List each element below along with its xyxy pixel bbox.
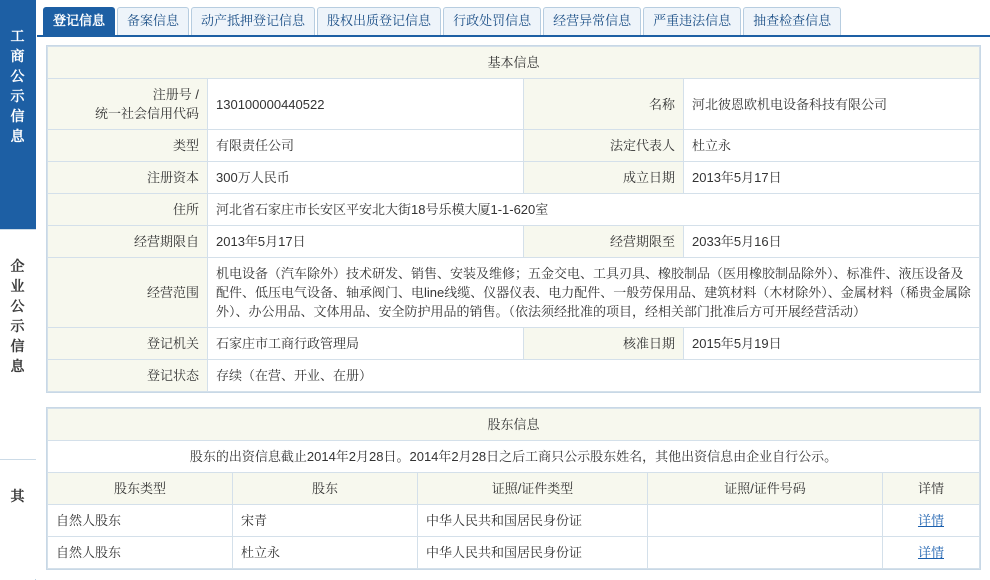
table-row bbox=[48, 441, 980, 473]
detail-link-1[interactable]: 详情 bbox=[917, 545, 944, 560]
detail-link-0[interactable]: 详情 bbox=[917, 513, 944, 528]
basic-info-panel bbox=[46, 45, 981, 393]
table-row bbox=[48, 360, 980, 392]
basic-label2-0: 名称 bbox=[524, 79, 684, 130]
basic-label-7: 登记状态 bbox=[48, 360, 208, 392]
basic-value-1: 有限责任公司 bbox=[208, 130, 524, 162]
section-title-basic: 基本信息 bbox=[48, 47, 980, 79]
tab-4[interactable]: 行政处罚信息 bbox=[443, 7, 541, 35]
shareholder-header-0: 股东类型 bbox=[48, 473, 233, 505]
table-row bbox=[48, 194, 980, 226]
tab-1[interactable]: 备案信息 bbox=[117, 7, 189, 35]
shareholder-header-2: 证照/证件类型 bbox=[418, 473, 648, 505]
basic-value-3: 河北省石家庄市长安区平安北大街18号乐模大厦1-1-620室 bbox=[208, 194, 980, 226]
table-row bbox=[48, 258, 980, 328]
shareholder-note: 股东的出资信息截止2014年2月28日。2014年2月28日之后工商只公示股东姓名，其他出资信息由企业自行公示。 bbox=[48, 441, 980, 473]
basic-label-2: 注册资本 bbox=[48, 162, 208, 194]
sidebar-item-gongshang-label: 工 商 公 示 信 息 bbox=[10, 28, 26, 144]
tab-3[interactable]: 股权出质登记信息 bbox=[317, 7, 441, 35]
shareholder-cert-type-1: 中华人民共和国居民身份证 bbox=[418, 537, 648, 569]
basic-value2-4: 2033年5月16日 bbox=[684, 226, 980, 258]
sidebar-item-qita-label: 其 bbox=[10, 488, 26, 504]
basic-label-4: 经营期限自 bbox=[48, 226, 208, 258]
basic-value-7: 存续（在营、开业、在册） bbox=[208, 360, 980, 392]
table-row bbox=[48, 47, 980, 79]
basic-value2-0: 河北彼恩欧机电设备科技有限公司 bbox=[684, 79, 980, 130]
shareholder-header-3: 证照/证件号码 bbox=[648, 473, 883, 505]
sidebar bbox=[0, 0, 36, 580]
sidebar-item-gongshang[interactable] bbox=[0, 0, 36, 230]
basic-label2-1: 法定代表人 bbox=[524, 130, 684, 162]
sidebar-item-qiye[interactable] bbox=[0, 230, 36, 460]
basic-value-5: 机电设备（汽车除外）技术研发、销售、安装及维修；五金交电、工具刃具、橡胶制品（医用橡胶制品除外）、标准件、液压设备及配件、低压电气设备、轴承阀门、电line线缆、仪器仪表、电力配件、一般劳保用品、建筑材料（木材除外）、金属材料（稀贵金属除外）、办公用品、文体用品、安全防护用品的销售。（依法须经批准的项目，经相关部门批准后方可开展经营活动） bbox=[208, 258, 980, 328]
table-row bbox=[48, 473, 980, 505]
shareholder-cert-type-0: 中华人民共和国居民身份证 bbox=[418, 505, 648, 537]
tab-bar bbox=[37, 0, 990, 37]
shareholder-table bbox=[47, 408, 980, 569]
basic-value-0: 130100000440522 bbox=[208, 79, 524, 130]
basic-label-0: 注册号 / 统一社会信用代码 bbox=[48, 79, 208, 130]
basic-label2-2: 成立日期 bbox=[524, 162, 684, 194]
basic-value-2: 300万人民币 bbox=[208, 162, 524, 194]
basic-label-1: 类型 bbox=[48, 130, 208, 162]
shareholder-name-0: 宋青 bbox=[233, 505, 418, 537]
section-title-shareholder: 股东信息 bbox=[48, 409, 980, 441]
table-row bbox=[48, 226, 980, 258]
basic-value2-1: 杜立永 bbox=[684, 130, 980, 162]
basic-label-3: 住所 bbox=[48, 194, 208, 226]
main-content bbox=[37, 0, 990, 580]
table-row bbox=[48, 130, 980, 162]
shareholder-panel bbox=[46, 407, 981, 570]
basic-value2-2: 2013年5月17日 bbox=[684, 162, 980, 194]
sidebar-item-qiye-label: 企 业 公 示 信 息 bbox=[10, 258, 26, 374]
table-row bbox=[48, 409, 980, 441]
tab-5[interactable]: 经营异常信息 bbox=[543, 7, 641, 35]
sidebar-item-qita[interactable] bbox=[0, 460, 36, 579]
basic-value-6: 石家庄市工商行政管理局 bbox=[208, 328, 524, 360]
shareholder-header-1: 股东 bbox=[233, 473, 418, 505]
shareholder-detail-cell-1 bbox=[883, 537, 980, 569]
tab-2[interactable]: 动产抵押登记信息 bbox=[191, 7, 315, 35]
basic-value2-6: 2015年5月19日 bbox=[684, 328, 980, 360]
tab-0[interactable]: 登记信息 bbox=[43, 7, 115, 35]
tab-6[interactable]: 严重违法信息 bbox=[643, 7, 741, 35]
shareholder-cert-no-1 bbox=[648, 537, 883, 569]
shareholder-type-0: 自然人股东 bbox=[48, 505, 233, 537]
basic-label-5: 经营范围 bbox=[48, 258, 208, 328]
table-row bbox=[48, 162, 980, 194]
tab-7[interactable]: 抽查检查信息 bbox=[743, 7, 841, 35]
basic-value-4: 2013年5月17日 bbox=[208, 226, 524, 258]
basic-info-table bbox=[47, 46, 980, 392]
table-row bbox=[48, 505, 980, 537]
table-row bbox=[48, 79, 980, 130]
shareholder-cert-no-0 bbox=[648, 505, 883, 537]
shareholder-header-4: 详情 bbox=[883, 473, 980, 505]
table-row bbox=[48, 537, 980, 569]
basic-label2-4: 经营期限至 bbox=[524, 226, 684, 258]
basic-label2-6: 核准日期 bbox=[524, 328, 684, 360]
shareholder-name-1: 杜立永 bbox=[233, 537, 418, 569]
shareholder-detail-cell-0 bbox=[883, 505, 980, 537]
shareholder-type-1: 自然人股东 bbox=[48, 537, 233, 569]
basic-label-6: 登记机关 bbox=[48, 328, 208, 360]
table-row bbox=[48, 328, 980, 360]
